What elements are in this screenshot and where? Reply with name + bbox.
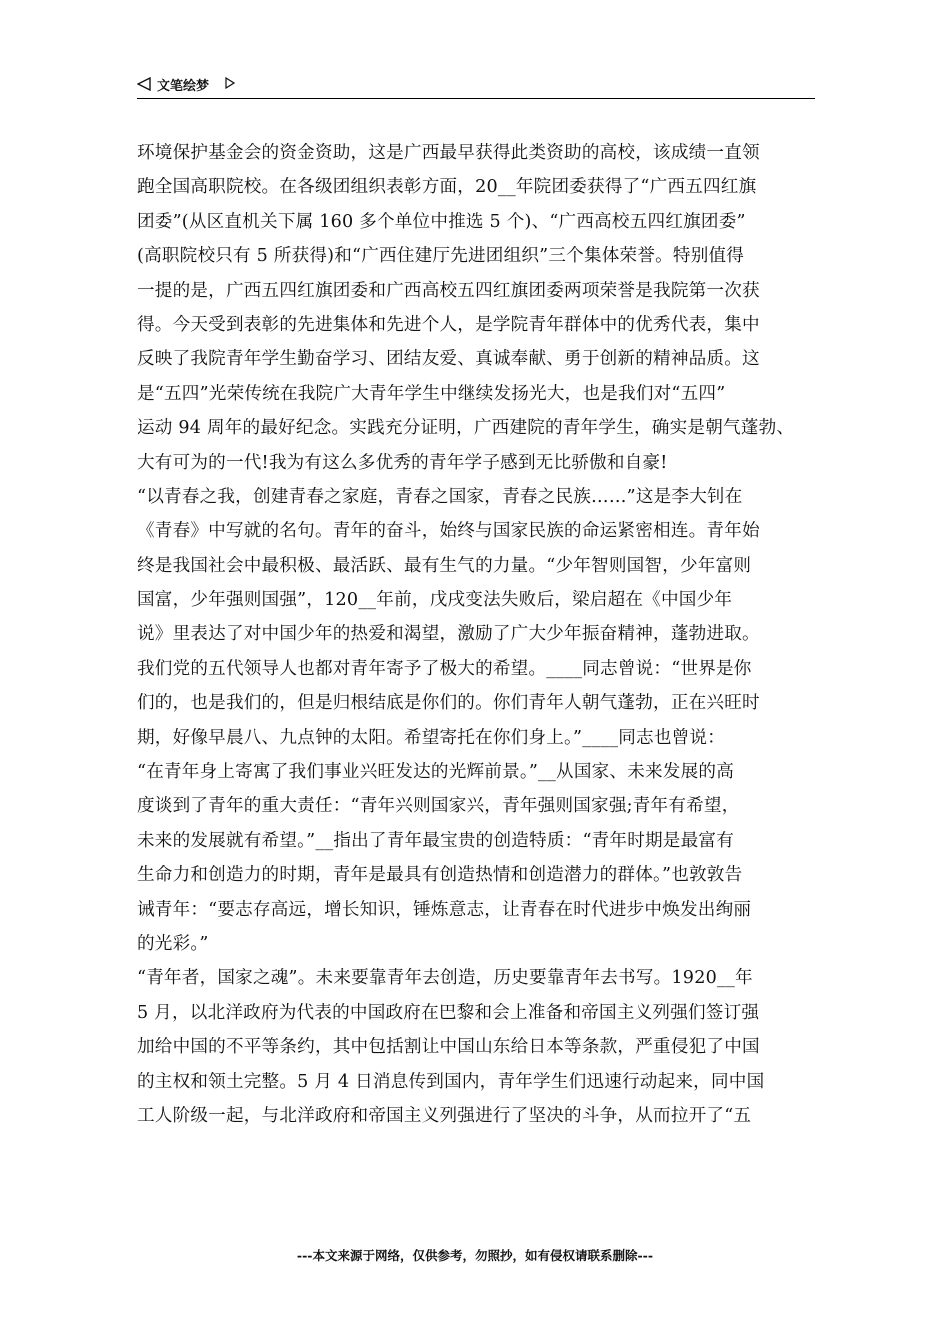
text-line: 反映了我院青年学生勤奋学习、团结友爱、真诚奉献、勇于创新的精神品质。这 (137, 349, 760, 370)
text-line: 终是我国社会中最积极、最活跃、最有生气的力量。“少年智则国智，少年富则 (137, 555, 752, 576)
text-line: 团委”(从区直机关下属 160 多个单位中推选 5 个)、“广西高校五四红旗团委” (137, 211, 746, 232)
text-line: 诫青年：“要志存高远，增长知识，锤炼意志，让青春在时代进步中焕发出绚丽 (137, 899, 752, 920)
text-line: 是“五四”光荣传统在我院广大青年学生中继续发扬光大，也是我们对“五四” (137, 383, 726, 404)
text-line: 期，好像早晨八、九点钟的太阳。希望寄托在你们身上。”____同志也曾说： (137, 727, 725, 748)
text-line: 国富，少年强则国强”，120__年前，戊戌变法失败后，梁启超在《中国少年 (137, 590, 733, 611)
text-line: 跑全国高职院校。在各级团组织表彰方面，20__年院团委获得了“广西五四红旗 (137, 177, 757, 198)
text-line: 我们党的五代领导人也都对青年寄予了极大的希望。____同志曾说：“世界是你 (137, 658, 752, 679)
text-line: 运动 94 周年的最好纪念。实践充分证明，广西建院的青年学生，确实是朝气蓬勃、 (137, 418, 795, 439)
text-line: 环境保护基金会的资金资助，这是广西最早获得此类资助的高校，该成绩一直领 (137, 143, 760, 163)
text-line: 说》里表达了对中国少年的热爱和渴望，激励了广大少年振奋精神，蓬勃进取。 (137, 624, 760, 645)
body-text (137, 136, 827, 1133)
text-line: 《青春》中写就的名句。青年的奋斗，始终与国家民族的命运紧密相连。青年始 (137, 521, 760, 542)
text-line: “以青春之我，创建青春之家庭，青春之国家，青春之民族……”这是李大钊在 (137, 486, 743, 507)
page-header (137, 72, 815, 99)
text-line: 的主权和领土完整。5 月 4 日消息传到国内，青年学生们迅速行动起来，同中国 (137, 1071, 765, 1092)
text-line: “在青年身上寄寓了我们事业兴旺发达的光辉前景。”__从国家、未来发展的高 (137, 762, 734, 783)
text-line: 的光彩。” (137, 933, 209, 954)
footer-disclaimer: ---本文来源于网络，仅供参考，勿照抄，如有侵权请联系删除--- (296, 1248, 654, 1263)
text-line: (高职院校只有 5 所获得)和“广西住建厅先进团组织”三个集体荣誉。特别值得 (137, 246, 745, 267)
text-line: 得。今天受到表彰的先进集体和先进个人，是学院青年群体中的优秀代表，集中 (137, 314, 760, 335)
triangle-right-icon (225, 77, 235, 89)
text-line: 5 月，以北洋政府为代表的中国政府在巴黎和会上准备和帝国主义列强们签订强 (137, 1002, 760, 1023)
text-line: 们的，也是我们的，但是归根结底是你们的。你们青年人朝气蓬勃，正在兴旺时 (137, 693, 760, 714)
text-line: 工人阶级一起，与北洋政府和帝国主义列强进行了坚决的斗争，从而拉开了“五 (137, 1105, 752, 1126)
text-line: 一提的是，广西五四红旗团委和广西高校五四红旗团委两项荣誉是我院第一次获 (137, 280, 760, 301)
text-line: 未来的发展就有希望。”__指出了青年最宝贵的创造特质：“青年时期是最富有 (137, 830, 734, 851)
text-line: 大有可为的一代!我为有这么多优秀的青年学子感到无比骄傲和自豪! (137, 452, 668, 473)
header-title: 文笔绘梦 (157, 79, 210, 94)
triangle-left-icon (137, 77, 151, 91)
text-line: 度谈到了青年的重大责任：“青年兴则国家兴，青年强则国家强;青年有希望， (137, 796, 740, 817)
text-line: “青年者，国家之魂”。未来要靠青年去创造，历史要靠青年去书写。1920__年 (137, 968, 753, 989)
text-line: 加给中国的不平等条约，其中包括割让中国山东给日本等条款，严重侵犯了中国 (137, 1037, 760, 1058)
text-line: 生命力和创造力的时期，青年是最具有创造热情和创造潜力的群体。”也敦敦告 (137, 865, 743, 886)
